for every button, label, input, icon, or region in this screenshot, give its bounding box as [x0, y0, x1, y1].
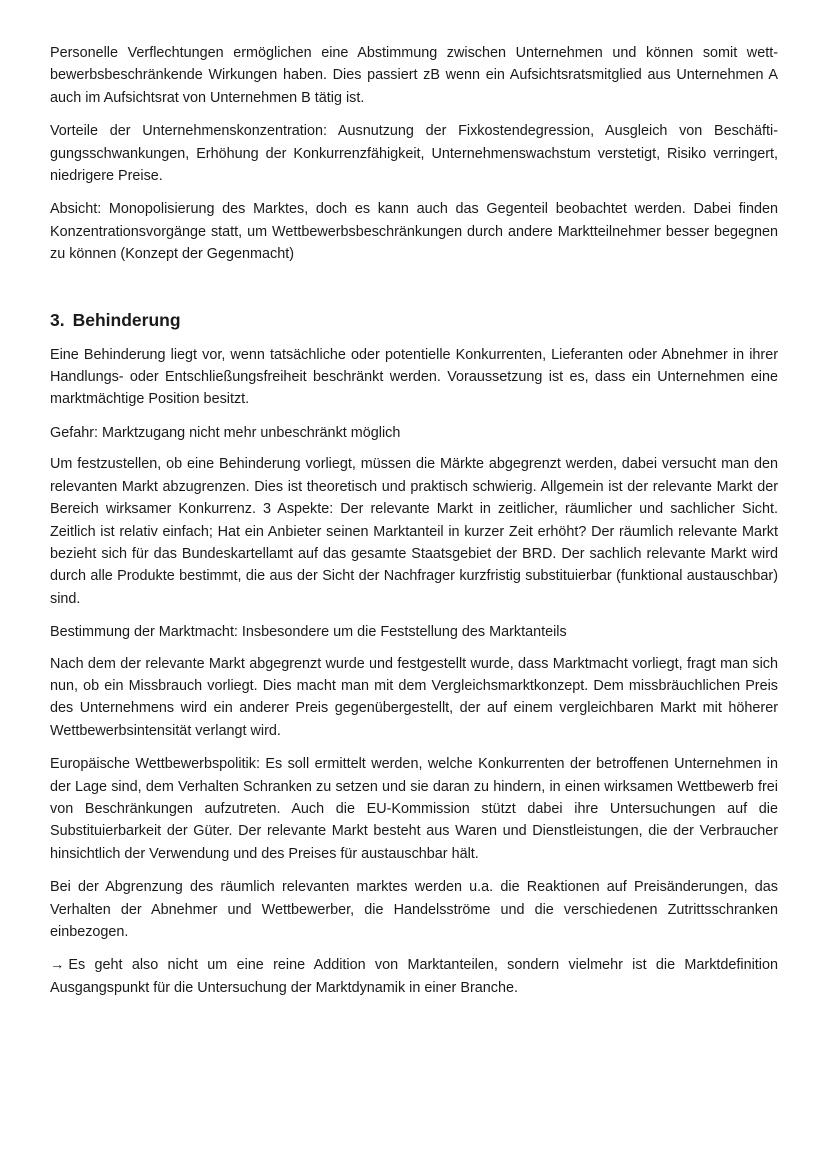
paragraph-vorteile: Vorteile der Unternehmenskonzentration: Ausnutzung der Fixkostendegression, Ausgleich von Beschäftigungsschwankungen, Erhöhung der Konkurrenzfähigkeit, Unternehmenswachstum verstetigt, Risiko verringert, niedrigere Preise. — [50, 123, 778, 185]
paragraph-europaeische-wettbewerbspolitik: Europäische Wettbewerbspolitik: Es soll ermittelt werden, welche Konkurrenten der betroffenen Unternehmen in der Lage sind, dem Verhalten Schranken zu setzen und sie daran zu hindern, in einen wirksamen Wettbewerb frei von Beschränkungen aufzutreten. Auch die EU-Kommission stützt dabei ihre Untersuchungen auf die Substituierbarkeit der Güter. Der relevante Markt besteht aus Waren und Dienstleistungen, die der Verbraucher hinsichtlich der Verwendung und des Preises für austauschbar hält. — [50, 756, 778, 862]
section-heading — [50, 308, 778, 332]
paragraph-personelle-verflechtungen: Personelle Verflechtungen ermöglichen eine Abstimmung zwischen Unternehmen und können somit wettbewerbsbeschränkende Wirkungen haben. Dies passiert zB wenn ein Aufsichtsratsmitglied aus Unternehmen A auch im Aufsichtsrat von Unternehmen B tätig ist. — [50, 45, 778, 106]
paragraph-marktabgrenzung: Um festzustellen, ob eine Behinderung vorliegt, müssen die Märkte abgegrenzt werden, dabei versucht man den relevanten Markt abzugrenzen. Dies ist theoretisch und praktisch schwierig. Allgemein ist der relevante Markt der Bereich wirksamer Konkurrenz. 3 Aspekte: Der relevante Markt in zeitlicher, räumlicher und sachlicher Sicht. Zeitlich ist relativ einfach; Hat ein Anbieter seinen Marktanteil in kurzer Zeit erhöht? Der räumlich relevante Markt bezieht sich für das Bundeskartellamt auf das gesamte Staatsgebiet der BRD. Der sachlich relevante Markt wird durch alle Produkte bestimmt, die aus der Sicht der Nachfrager kurzfristig substituierbar (funktional austauschbar) sind. — [50, 456, 778, 607]
section-number: 3. — [50, 309, 65, 330]
paragraph-absicht: Absicht: Monopolisierung des Marktes, doch es kann auch das Gegenteil beobachtet werden. Dabei finden Konzentrationsvorgänge statt, um Wettbewerbsbeschränkungen durch andere Marktteilnehmer besser begegnen zu können (Konzept der Gegenmacht) — [50, 201, 778, 263]
conclusion-text: Es geht also nicht um eine reine Addition von Marktanteilen, sondern vielmehr ist die Marktdefinition Ausgangspunkt für die Untersuchung der Marktdynamik in einer Branche. — [50, 957, 778, 996]
document-page — [50, 42, 778, 1010]
arrow-right-icon: → — [50, 957, 65, 974]
paragraph-gefahr: Gefahr: Marktzugang nicht mehr unbeschränkt möglich — [50, 424, 401, 441]
paragraph-conclusion — [50, 954, 778, 999]
paragraph-behinderung-definition: Eine Behinderung liegt vor, wenn tatsächliche oder potentielle Konkurrenten, Lieferanten oder Abnehmer in ihrer Handlungs- oder Entschließungsfreiheit beschränkt werden. Voraussetzung ist es, dass ein Unternehmen eine marktmächtige Position besitzt. — [50, 346, 778, 408]
paragraph-missbrauch: Nach dem der relevante Markt abgegrenzt wurde und festgestellt wurde, dass Marktmacht vorliegt, fragt man sich nun, ob ein Missbrauch vorliegt. Dies macht man mit dem Vergleichsmarktkonzept. Dem missbräuchlichen Preis des Unternehmens wird ein anderer Preis gegenübergestellt, der auf einem vergleichbaren Markt mit höherer Wettbewerbsintensität verlangt wird. — [50, 655, 778, 739]
section-title: Behinderung — [72, 309, 181, 330]
paragraph-raeumliche-abgrenzung: Bei der Abgrenzung des räumlich relevanten marktes werden u.a. die Reaktionen auf Preisänderungen, das Verhalten der Abnehmer und Wettbewerber, die Handelsströme und die verschiedenen Zutrittsschranken einbezogen. — [50, 879, 778, 940]
paragraph-marktmacht: Bestimmung der Marktmacht: Insbesondere um die Feststellung des Marktanteils — [50, 624, 567, 641]
